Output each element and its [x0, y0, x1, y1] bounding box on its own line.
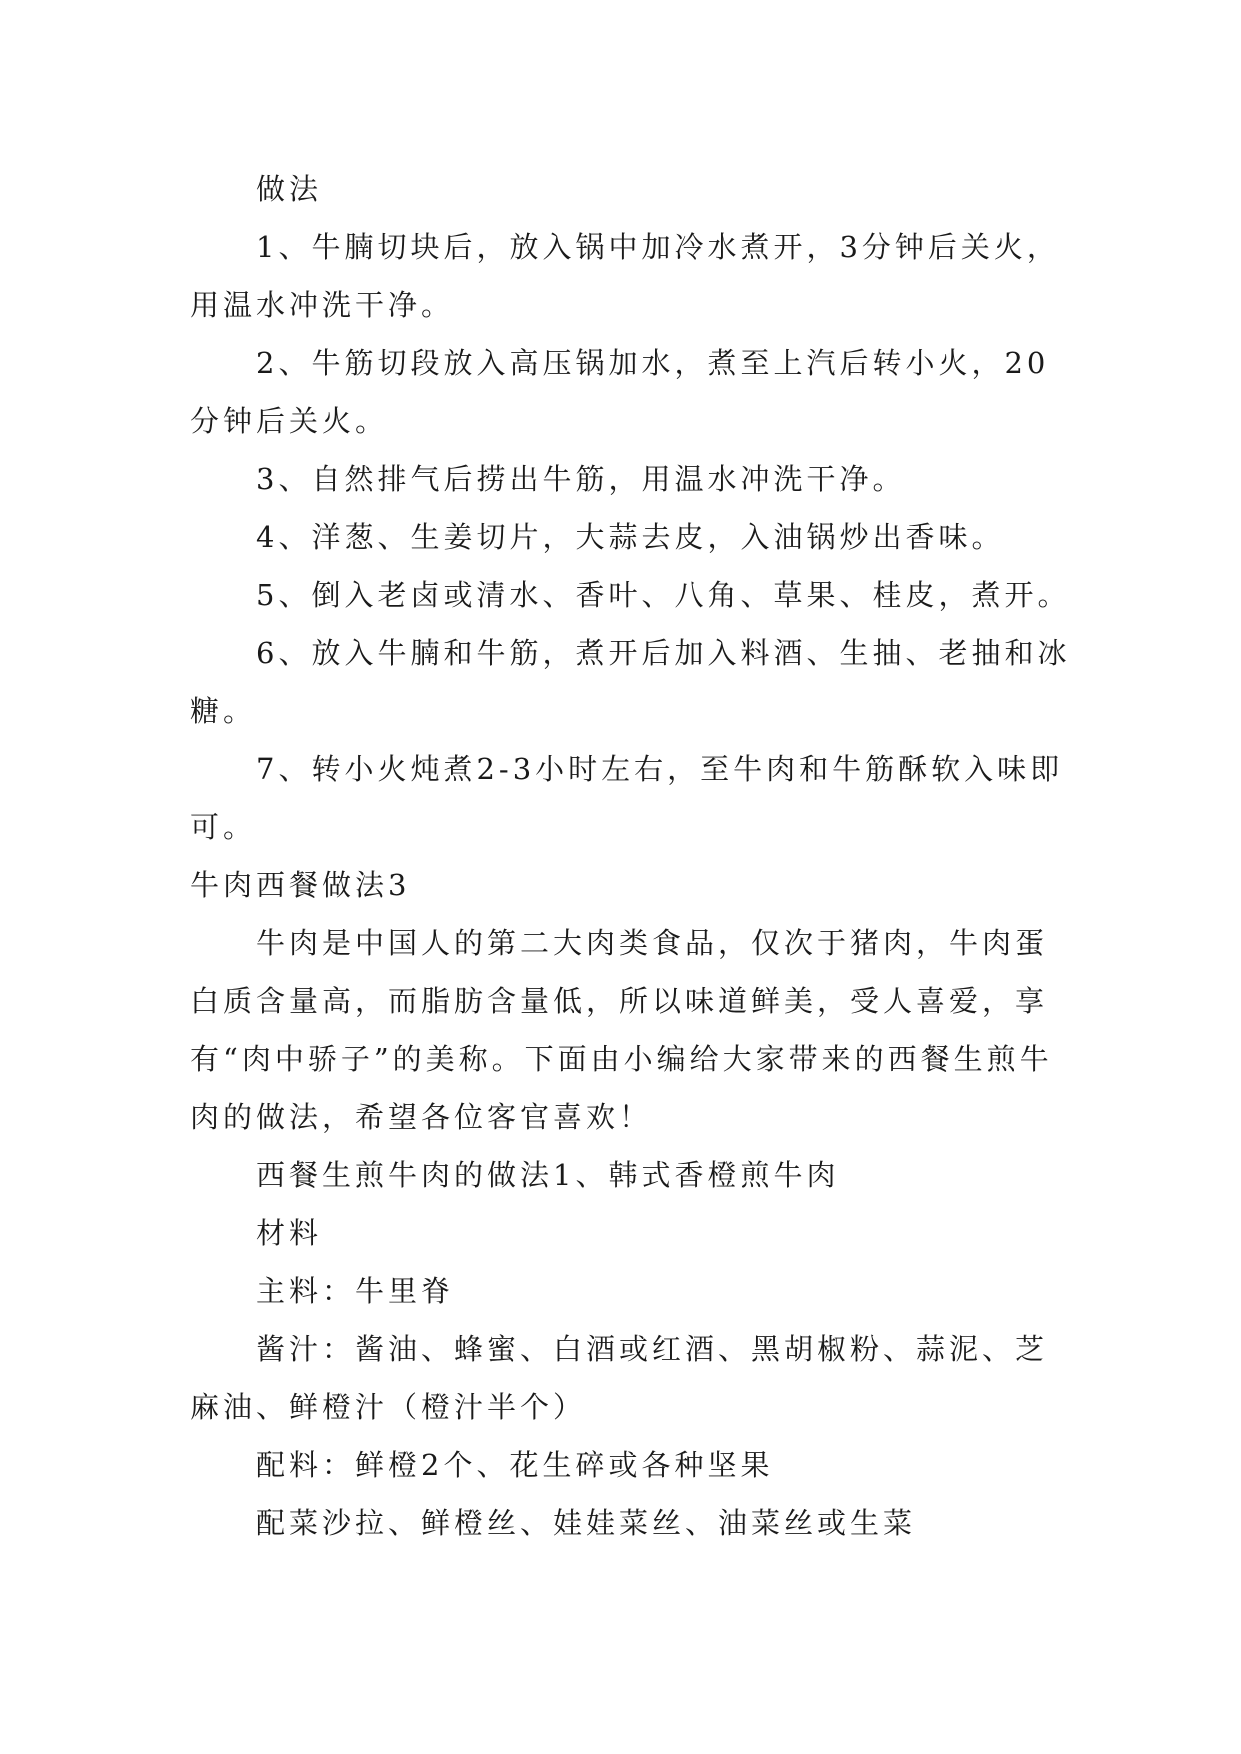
- main-ingredient: 主料：牛里脊: [256, 1274, 455, 1308]
- document-body: [190, 160, 1080, 1552]
- materials-heading: 材料: [256, 1216, 323, 1250]
- step-1: 1、牛腩切块后，放入锅中加冷水煮开，3分钟后关火，用温水冲洗干净。: [190, 230, 1060, 322]
- side-ingredients: 配料：鲜橙2个、花生碎或各种坚果: [256, 1448, 774, 1482]
- step-3: 3、自然排气后捞出牛筋，用温水冲洗干净。: [256, 462, 906, 496]
- step-4: 4、洋葱、生姜切片，大蒜去皮，入油锅炒出香味。: [256, 520, 1005, 554]
- sauce-ingredients: 酱汁：酱油、蜂蜜、白酒或红酒、黑胡椒粉、蒜泥、芝麻油、鲜橙汁（橙汁半个）: [190, 1332, 1049, 1424]
- section-heading-method: 做法: [256, 172, 323, 206]
- step-7: 7、转小火炖煮2-3小时左右，至牛肉和牛筋酥软入味即可。: [190, 752, 1064, 844]
- step-5: 5、倒入老卤或清水、香叶、八角、草果、桂皮，煮开。: [256, 578, 1071, 612]
- recipe-title: 西餐生煎牛肉的做法1、韩式香橙煎牛肉: [256, 1158, 840, 1192]
- section-title-beef-western-3: 牛肉西餐做法3: [190, 868, 411, 902]
- step-2: 2、牛筋切段放入高压锅加水，煮至上汽后转小火，20分钟后关火。: [190, 346, 1050, 438]
- intro-paragraph: 牛肉是中国人的第二大肉类食品，仅次于猪肉，牛肉蛋白质含量高，而脂肪含量低，所以味道鲜美，受人喜爱，享有“肉中骄子”的美称。下面由小编给大家带来的西餐生煎牛肉的做法，希望各位客官喜欢！: [190, 926, 1053, 1134]
- step-6: 6、放入牛腩和牛筋，煮开后加入料酒、生抽、老抽和冰糖。: [190, 636, 1071, 728]
- side-dish: 配菜沙拉、鲜橙丝、娃娃菜丝、油菜丝或生菜: [256, 1506, 917, 1540]
